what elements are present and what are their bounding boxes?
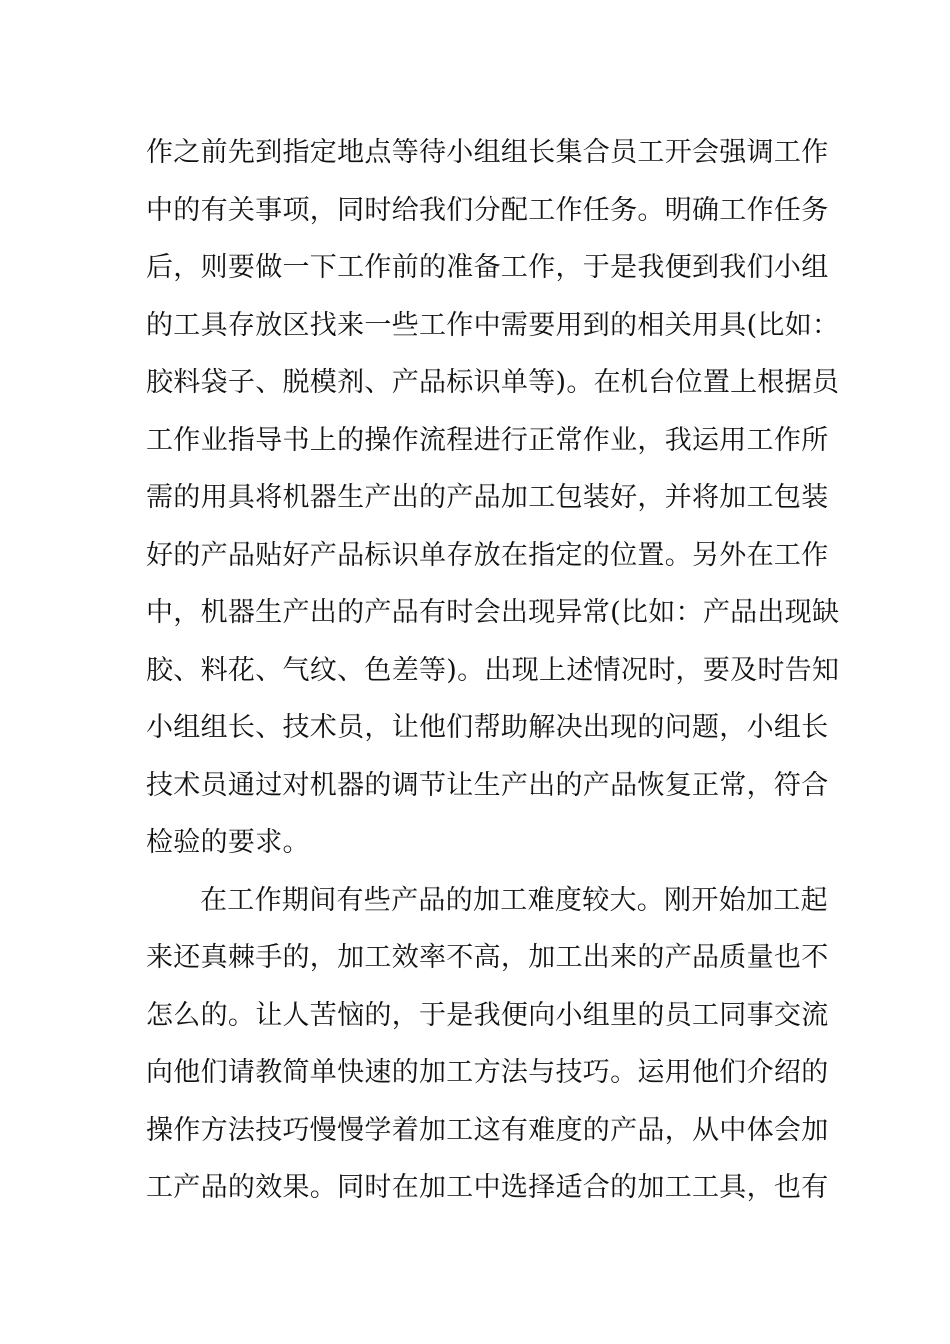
paragraph-first-line: 在工作期间有些产品的加工难度较大。刚开始加工起 <box>200 884 828 916</box>
text-line: 检验的要求。 <box>146 827 310 858</box>
text-line: 好的产品贴好产品标识单存放在指定的位置。另外在工作 <box>146 539 829 571</box>
text-line: 技术员通过对机器的调节让生产出的产品恢复正常，符合 <box>146 769 829 801</box>
text-line: 中，机器生产出的产品有时会出现异常(比如：产品出现缺 <box>146 597 840 628</box>
text-line: 中的有关事项，同时给我们分配工作任务。明确工作任务 <box>146 194 829 226</box>
text-line: 小组组长、技术员，让他们帮助解决出现的问题，小组长 <box>146 712 829 743</box>
text-line: 工作业指导书上的操作流程进行正常作业，我运用工作所 <box>146 424 829 456</box>
text-line: 操作方法技巧慢慢学着加工这有难度的产品，从中体会加 <box>146 1114 829 1146</box>
text-line: 来还真棘手的，加工效率不高，加工出来的产品质量也不 <box>146 942 829 973</box>
text-line: 作之前先到指定地点等待小组组长集合员工开会强调工作 <box>146 137 829 168</box>
text-line: 向他们请教简单快速的加工方法与技巧。运用他们介绍的 <box>146 1057 829 1088</box>
text-line: 需的用具将机器生产出的产品加工包装好，并将加工包装 <box>146 482 829 513</box>
text-line: 胶、料花、气纹、色差等)。出现上述情况时，要及时告知 <box>146 654 840 686</box>
text-line: 胶料袋子、脱模剂、产品标识单等)。在机台位置上根据员 <box>146 367 840 398</box>
text-line: 怎么的。让人苦恼的，于是我便向小组里的员工同事交流 <box>146 999 829 1031</box>
body-text <box>146 124 840 1217</box>
text-line: 的工具存放区找来一些工作中需要用到的相关用具(比如： <box>146 309 840 341</box>
text-line: 后，则要做一下工作前的准备工作，于是我便到我们小组 <box>146 252 829 283</box>
text-line: 工产品的效果。同时在加工中选择适合的加工工具，也有 <box>146 1172 829 1203</box>
